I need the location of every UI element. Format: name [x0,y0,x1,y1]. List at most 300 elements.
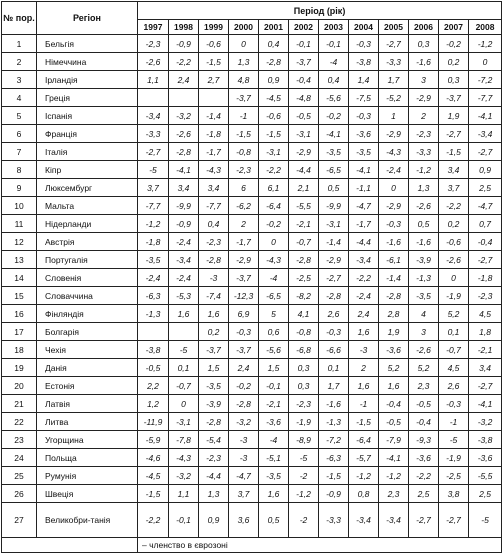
value-cell: 1,9 [379,323,409,341]
value-cell: 1,7 [379,71,409,89]
header-year: 2008 [469,20,502,35]
value-cell: -7,2 [319,431,349,449]
value-cell: -2,7 [469,377,502,395]
value-cell: -11,9 [138,413,169,431]
row-number: 26 [2,485,37,503]
value-cell: 1,9 [439,107,469,125]
region-name: Литва [37,413,138,431]
value-cell [199,89,229,107]
value-cell: -3,1 [259,143,289,161]
value-cell: 2,3 [409,377,439,395]
row-number: 17 [2,323,37,341]
region-name: Іспанія [37,107,138,125]
value-cell: 0 [469,53,502,71]
table-row [2,143,502,161]
table-row [2,449,502,467]
table-row [2,467,502,485]
value-cell: -5,4 [199,431,229,449]
value-cell: 0,2 [439,215,469,233]
region-name: Кіпр [37,161,138,179]
value-cell: -3,6 [349,125,379,143]
value-cell: -0,7 [289,233,319,251]
value-cell: -3,7 [229,269,259,287]
value-cell: -3,9 [409,251,439,269]
value-cell: -0,2 [319,107,349,125]
value-cell: -3 [199,269,229,287]
value-cell: 2,4 [169,71,199,89]
table-row [2,89,502,107]
value-cell: -5,5 [469,467,502,485]
value-cell: -4,1 [319,125,349,143]
value-cell: -5,5 [289,197,319,215]
row-number: 2 [2,53,37,71]
value-cell: -1,5 [439,143,469,161]
value-cell: 6,1 [259,179,289,197]
value-cell: 4 [409,305,439,323]
value-cell: -7,2 [469,71,502,89]
row-number: 5 [2,107,37,125]
region-name: Румунія [37,467,138,485]
value-cell: -0,4 [469,233,502,251]
value-cell: 1,4 [349,71,379,89]
value-cell: -2 [289,503,319,538]
value-cell: -0,9 [169,215,199,233]
value-cell: 3,4 [169,179,199,197]
value-cell: 1,3 [229,53,259,71]
region-name: Бельгія [37,35,138,53]
value-cell: -1,9 [289,413,319,431]
value-cell: -1,2 [469,35,502,53]
value-cell: -1,5 [259,125,289,143]
region-name: Мальта [37,197,138,215]
value-cell: 3,7 [138,179,169,197]
region-name: Польща [37,449,138,467]
deficit-table [1,1,502,553]
value-cell [169,89,199,107]
value-cell: -0,2 [259,215,289,233]
value-cell: -3,5 [409,287,439,305]
value-cell: -2,9 [229,251,259,269]
value-cell: -1,7 [229,233,259,251]
value-cell: -2,8 [379,287,409,305]
value-cell: -4,3 [379,143,409,161]
value-cell: -2,6 [409,197,439,215]
value-cell: -1,5 [229,125,259,143]
region-name: Великобри-танія [37,503,138,538]
header-period: Період (рік) [138,2,502,20]
value-cell: -1,8 [199,125,229,143]
value-cell: 3,7 [439,179,469,197]
table-body [2,35,502,538]
value-cell: -5,2 [379,89,409,107]
header-year: 2001 [259,20,289,35]
value-cell: -3,4 [138,107,169,125]
value-cell: -5 [169,341,199,359]
value-cell: 0,8 [349,485,379,503]
value-cell: 2,5 [469,179,502,197]
value-cell: -2,8 [169,143,199,161]
footer-note: – членство в єврозоні [138,538,502,553]
value-cell: -3,3 [319,503,349,538]
value-cell: 1,6 [349,323,379,341]
value-cell: -0,6 [259,107,289,125]
region-name: Швеція [37,485,138,503]
value-cell: 1,5 [199,359,229,377]
value-cell: -3,4 [469,125,502,143]
value-cell: -2,6 [138,53,169,71]
value-cell: 0 [169,395,199,413]
value-cell: 2,4 [229,359,259,377]
value-cell: -1,2 [409,161,439,179]
value-cell: 5 [259,305,289,323]
value-cell: 0,3 [409,35,439,53]
value-cell: -7,7 [138,197,169,215]
value-cell: 4,5 [439,359,469,377]
row-number: 14 [2,269,37,287]
value-cell: 3,7 [229,485,259,503]
value-cell: -2,7 [439,125,469,143]
value-cell: -4,4 [349,233,379,251]
value-cell: -0,7 [439,341,469,359]
row-number: 20 [2,377,37,395]
value-cell: -4,3 [169,449,199,467]
value-cell: 0 [229,35,259,53]
table-row [2,251,502,269]
value-cell: -3,8 [469,431,502,449]
value-cell: -1,9 [439,287,469,305]
value-cell: -2,9 [379,125,409,143]
value-cell: -1 [439,413,469,431]
value-cell: -4,1 [349,161,379,179]
value-cell: -3,3 [138,125,169,143]
value-cell: -3,7 [439,89,469,107]
value-cell: -3,7 [229,89,259,107]
value-cell: -2,6 [439,251,469,269]
value-cell: -0,4 [289,71,319,89]
value-cell: 0,2 [199,323,229,341]
value-cell: -2,9 [289,143,319,161]
value-cell: 0,1 [169,359,199,377]
value-cell: -0,7 [169,377,199,395]
value-cell: -3,6 [409,449,439,467]
header-year: 2004 [349,20,379,35]
table-row [2,323,502,341]
table-row [2,179,502,197]
value-cell: -1,9 [439,449,469,467]
value-cell: 1 [379,107,409,125]
region-name: Естонія [37,377,138,395]
region-name: Латвія [37,395,138,413]
value-cell: -2,8 [259,53,289,71]
table-row [2,71,502,89]
value-cell: 0,9 [469,161,502,179]
region-name: Португалія [37,251,138,269]
value-cell: -4,5 [138,467,169,485]
region-name: Німеччина [37,53,138,71]
value-cell: -1,3 [138,305,169,323]
value-cell: -2,6 [409,341,439,359]
value-cell: -6,8 [289,341,319,359]
region-name: Словенія [37,269,138,287]
value-cell: -4,1 [169,161,199,179]
table-row [2,269,502,287]
value-cell: -3,5 [259,467,289,485]
value-cell: -3,1 [319,215,349,233]
value-cell: -8,9 [289,431,319,449]
value-cell: -3 [229,431,259,449]
value-cell: 0,7 [469,215,502,233]
value-cell: -0,6 [439,233,469,251]
value-cell: -9,3 [409,431,439,449]
value-cell: 3,4 [439,161,469,179]
value-cell: 0,3 [439,71,469,89]
value-cell: -1,7 [349,215,379,233]
value-cell: -7,5 [349,89,379,107]
row-number: 11 [2,215,37,233]
value-cell: -2,1 [259,395,289,413]
value-cell: 1,6 [259,485,289,503]
region-name: Фінляндія [37,305,138,323]
value-cell: -8,2 [289,287,319,305]
value-cell [138,323,169,341]
header-year: 2000 [229,20,259,35]
value-cell: -4,7 [469,197,502,215]
value-cell: 1,7 [319,377,349,395]
row-number: 24 [2,449,37,467]
value-cell: -1,7 [199,143,229,161]
value-cell: 3,4 [469,359,502,377]
table-row [2,305,502,323]
table-row [2,197,502,215]
value-cell: 5,2 [379,359,409,377]
table-row [2,287,502,305]
value-cell: 1,5 [259,359,289,377]
value-cell: -1,2 [289,485,319,503]
value-cell: -0,3 [349,35,379,53]
value-cell: -0,4 [379,395,409,413]
value-cell: -3,7 [199,341,229,359]
value-cell: -0,3 [349,107,379,125]
region-name: Ірландія [37,71,138,89]
value-cell: 0,3 [289,359,319,377]
table-row [2,53,502,71]
value-cell: 3,8 [439,485,469,503]
value-cell: -2,3 [469,287,502,305]
table-row [2,395,502,413]
value-cell: -6,3 [138,287,169,305]
value-cell: 2,6 [319,305,349,323]
value-cell: 0,5 [319,179,349,197]
value-cell: -5 [138,161,169,179]
value-cell: 1,8 [469,323,502,341]
value-cell: -1,4 [319,233,349,251]
row-number: 18 [2,341,37,359]
value-cell: -4,3 [199,161,229,179]
value-cell: 5,2 [409,359,439,377]
value-cell: -1,4 [199,107,229,125]
value-cell: -2,2 [259,161,289,179]
value-cell: -9,9 [319,197,349,215]
region-name: Данія [37,359,138,377]
value-cell: -2,8 [229,395,259,413]
region-name: Люксембург [37,179,138,197]
table-row [2,413,502,431]
value-cell: -0,5 [379,413,409,431]
value-cell: -0,2 [229,377,259,395]
value-cell: -3,3 [409,143,439,161]
value-cell: 0 [259,233,289,251]
value-cell: -2,2 [439,197,469,215]
table-row [2,485,502,503]
value-cell: -2,1 [469,341,502,359]
value-cell: -0,1 [169,503,199,538]
value-cell: -3,6 [259,413,289,431]
value-cell: -1,6 [409,53,439,71]
value-cell: -3 [229,449,259,467]
value-cell: -3,9 [199,395,229,413]
value-cell: -2,9 [379,197,409,215]
value-cell: 1,3 [199,485,229,503]
value-cell: -0,9 [169,35,199,53]
row-number: 9 [2,179,37,197]
value-cell: -2,3 [138,35,169,53]
value-cell: -2,3 [199,449,229,467]
value-cell: -5,6 [259,341,289,359]
value-cell: -1,2 [138,215,169,233]
value-cell: -0,1 [289,35,319,53]
value-cell: -12,3 [229,287,259,305]
value-cell: -4,1 [379,449,409,467]
value-cell: -4,7 [349,197,379,215]
value-cell: 0,1 [439,323,469,341]
value-cell: 3,4 [199,179,229,197]
value-cell: 0,4 [259,35,289,53]
value-cell: 5,2 [439,305,469,323]
value-cell: -4,8 [289,89,319,107]
row-number: 4 [2,89,37,107]
value-cell: -4,6 [138,449,169,467]
value-cell: -3,5 [199,377,229,395]
value-cell: -2,2 [138,503,169,538]
value-cell: 0 [379,179,409,197]
value-cell: -1,3 [409,269,439,287]
value-cell: -0,3 [439,395,469,413]
value-cell: -7,9 [379,431,409,449]
value-cell: 0,1 [319,359,349,377]
header-year: 2005 [379,20,409,35]
row-number: 16 [2,305,37,323]
row-number: 19 [2,359,37,377]
value-cell: -3,6 [379,341,409,359]
value-cell: -2,3 [229,161,259,179]
value-cell: -3,8 [349,53,379,71]
value-cell: -3,1 [169,413,199,431]
row-number: 25 [2,467,37,485]
value-cell: -5,1 [259,449,289,467]
value-cell: 0,9 [259,71,289,89]
value-cell: -0,8 [229,143,259,161]
value-cell: 2,5 [409,485,439,503]
value-cell: -3 [349,341,379,359]
value-cell: -4,1 [469,107,502,125]
value-cell: -2,2 [409,467,439,485]
value-cell: -2,7 [439,503,469,538]
value-cell: -7,7 [199,197,229,215]
value-cell: -2,7 [319,269,349,287]
value-cell: 4,1 [289,305,319,323]
value-cell: 1,6 [379,377,409,395]
region-name: Болгарія [37,323,138,341]
region-name: Угорщина [37,431,138,449]
value-cell: -2,1 [289,215,319,233]
value-cell: -2,4 [349,287,379,305]
table-container [1,1,501,553]
table-row [2,341,502,359]
value-cell: -0,8 [289,323,319,341]
value-cell: -5 [289,449,319,467]
value-cell: -2,2 [169,53,199,71]
value-cell: -2 [289,467,319,485]
value-cell: -0,3 [229,323,259,341]
value-cell: -3,6 [469,449,502,467]
table-row [2,35,502,53]
value-cell: -5,3 [169,287,199,305]
value-cell: -3,5 [319,143,349,161]
value-cell: -5 [439,431,469,449]
region-name: Нідерланди [37,215,138,233]
value-cell: -1,6 [409,233,439,251]
value-cell: 1,6 [199,305,229,323]
value-cell: -5,7 [349,449,379,467]
value-cell: 0,6 [259,323,289,341]
value-cell: -2,3 [199,233,229,251]
value-cell: -2,9 [409,89,439,107]
value-cell: -4,4 [289,161,319,179]
header-year: 2006 [409,20,439,35]
value-cell [138,89,169,107]
value-cell: -1,3 [319,413,349,431]
row-number: 21 [2,395,37,413]
value-cell: 0,4 [319,71,349,89]
value-cell: -2,9 [319,251,349,269]
value-cell: -0,1 [319,35,349,53]
value-cell: 1,2 [138,395,169,413]
value-cell: 0,2 [439,53,469,71]
value-cell: 6 [229,179,259,197]
value-cell: -1,1 [349,179,379,197]
value-cell: 2 [409,107,439,125]
value-cell: 1,6 [349,377,379,395]
value-cell: -1,5 [199,53,229,71]
value-cell: 2,8 [379,305,409,323]
value-cell: -1,6 [379,233,409,251]
table-row [2,503,502,538]
value-cell: -2,4 [138,269,169,287]
row-number: 6 [2,125,37,143]
value-cell: -2,5 [289,269,319,287]
value-cell: -2,4 [169,269,199,287]
row-number: 27 [2,503,37,538]
value-cell: -3,2 [469,413,502,431]
header-year: 2003 [319,20,349,35]
value-cell: -3,2 [169,107,199,125]
value-cell: 2,5 [469,485,502,503]
value-cell: -6,5 [319,161,349,179]
value-cell: -3,8 [138,341,169,359]
table-row [2,161,502,179]
table-row [2,107,502,125]
row-number: 15 [2,287,37,305]
